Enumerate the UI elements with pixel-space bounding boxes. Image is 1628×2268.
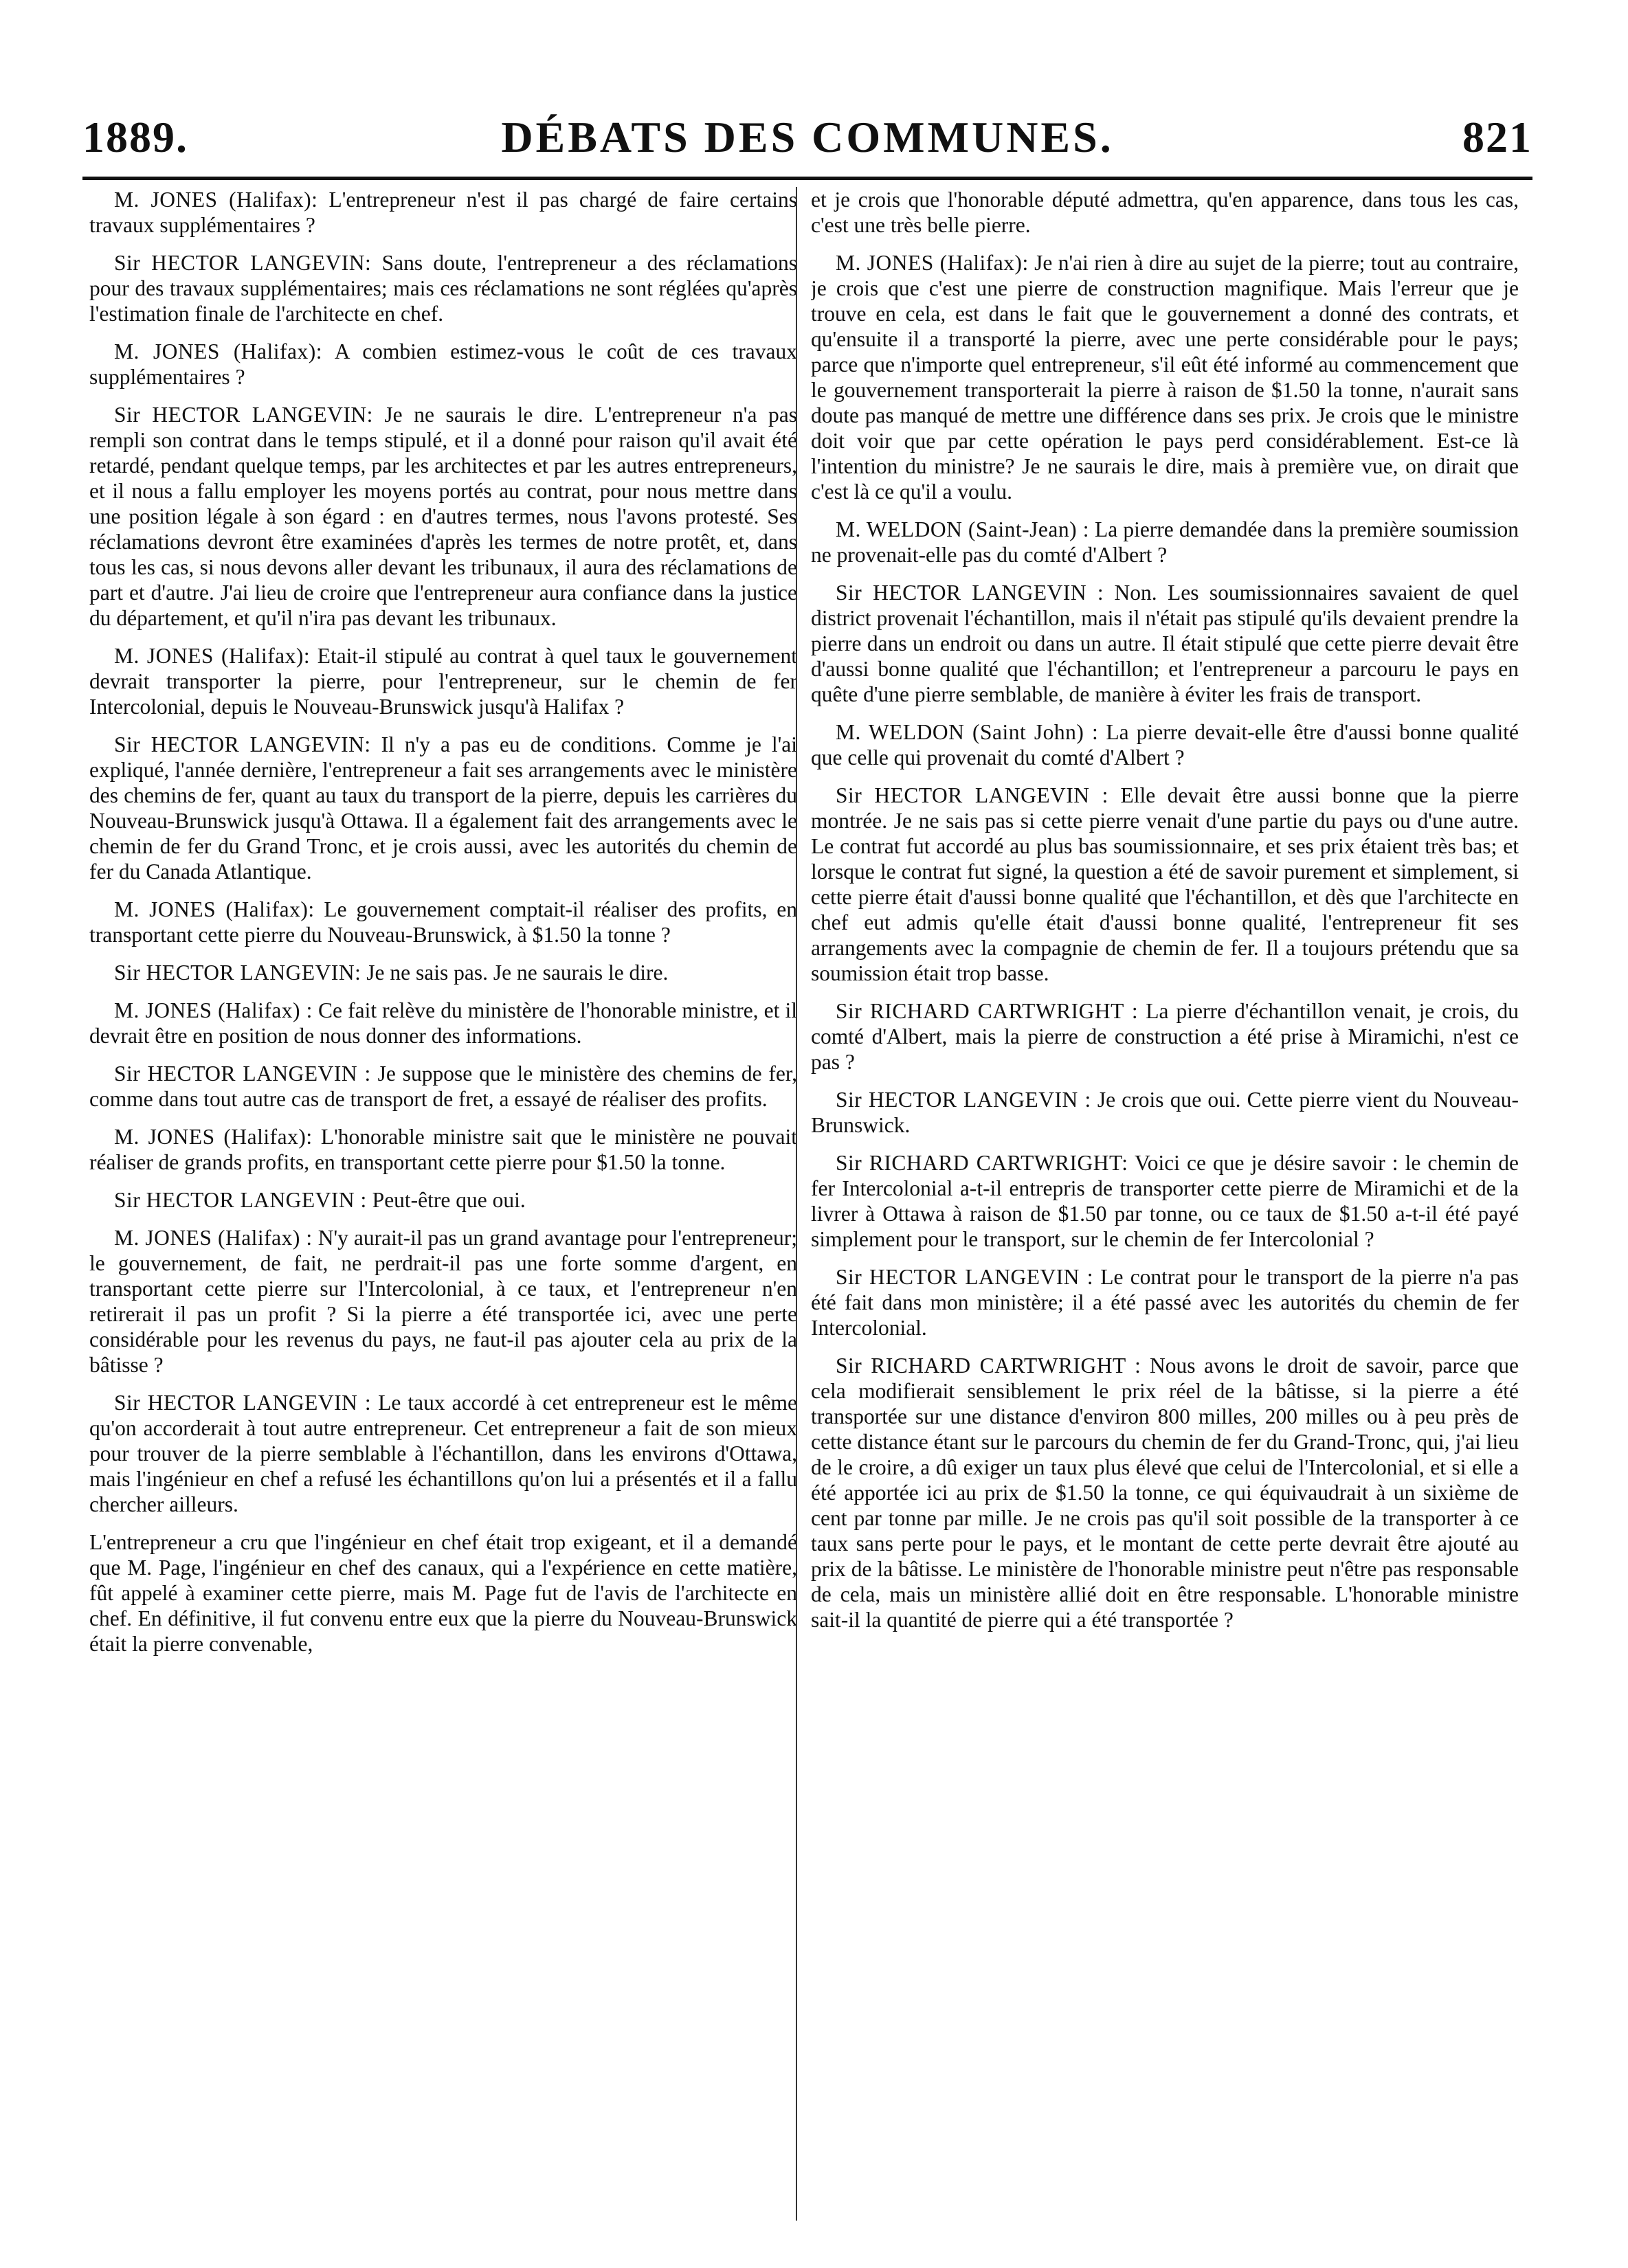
speech-text: Le gouvernement comptait-il réaliser des profits, en transportant cette pierre du Nouveau-Brunswick, à $1.50 la tonne ? [89,897,797,947]
speaker-name: M. JONES (Halifax): [114,188,318,212]
speech-text: Je ne sais pas. Je ne saurais le dire. [366,961,669,985]
debate-paragraph [89,1225,797,1378]
speech-text: L'honorable ministre sait que le ministère ne pouvait réaliser de grands profits, en transportant cette pierre pour $1.50 la tonne. [89,1125,797,1174]
debate-paragraph [89,402,797,631]
debate-paragraph [811,580,1519,707]
debate-paragraph [811,250,1519,504]
speaker-name: Sir HECTOR LANGEVIN: [114,961,361,985]
speech-text: Voici ce que je désire savoir : le chemin de fer Intercolonial a-t-il entrepris de transporter cette pierre de Miramichi et de la livrer à Ottawa à raison de $1.50 par tonne, ou ce taux de $1.50 a-t-il été payé simplement pour le transport, sur le chemin de fer Intercolonial ? [811,1151,1519,1251]
speech-text: L'entrepreneur a cru que l'ingénieur en chef était trop exigeant, et il a demandé que M. Page, l'ingénieur en chef des canaux, qui a l'expérience en cette matière, fût appelé à examiner cette pierre, mais M. Page fut de l'avis de l'architecte en chef. En définitive, il fut convenu entre eux que la pierre du Nouveau-Brunswick était la pierre convenable, [89,1530,797,1656]
debate-paragraph [89,187,797,238]
right-column [811,187,1519,2221]
speaker-name: Sir HECTOR LANGEVIN : [836,1088,1091,1112]
speech-text: Le taux accordé à cet entrepreneur est le même qu'on accorderait à tout autre entrepreneur. Cet entrepreneur a fait de son mieux pour trouver de la pierre semblable à l'échantillon, dans les environs d'Ottawa, mais l'ingénieur en chef a refusé les échantillons qu'on lui a présentés et il a fallu chercher ailleurs. [89,1391,797,1516]
speaker-name: M. JONES (Halifax): [114,1125,313,1149]
speaker-name: Sir HECTOR LANGEVIN : [836,581,1104,605]
column-divider [796,187,797,2221]
speaker-name: M. JONES (Halifax): [114,339,322,363]
debate-paragraph [811,1353,1519,1632]
speaker-name: Sir HECTOR LANGEVIN : [836,783,1108,807]
speaker-name: M. WELDON (Saint John) : [836,720,1099,744]
speaker-name: Sir RICHARD CARTWRIGHT: [836,1151,1128,1175]
header-rule [82,177,1532,180]
speech-text: Le contrat pour le transport de la pierre n'a pas été fait dans mon ministère; il a été passé avec les autorités du chemin de fer Intercolonial. [811,1265,1519,1340]
debate-paragraph [89,732,797,884]
speech-text: Je n'ai rien à dire au sujet de la pierre; tout au contraire, je crois que c'est une pierre de construction magnifique. Mais l'erreur que je trouve en cela, est dans le fait que le gouvernement a donné des contrats, et qu'ensuite il a transporté la pierre, avec une perte considérable pour le pays; parce que n'importe quel entrepreneur, s'il eût été informé au commencement que le gouvernement transporterait la pierre à raison de $1.50 la tonne, n'aurait sans doute pas manqué de mettre une différence dans ses prix. Je crois que le ministre doit voir que par cette opération le pays perd considérablement. Est-ce là l'intention du ministre? Je ne saurais le dire, mais à première vue, on dirait que c'est là ce qu'il a voulu. [811,251,1519,504]
debate-paragraph [89,998,797,1048]
debate-paragraph [89,1187,797,1213]
speech-text: Je crois que oui. Cette pierre vient du Nouveau-Brunswick. [811,1088,1519,1137]
speaker-name: Sir RICHARD CARTWRIGHT : [836,999,1139,1023]
debate-paragraph [811,1264,1519,1340]
speech-text: Il n'y a pas eu de conditions. Comme je l'ai expliqué, l'année dernière, l'entrepreneur a fait ses arrangements avec le ministère des chemins de fer, quant au taux du transport de la pierre, depuis les carrières du Nouveau-Brunswick jusqu'à Ottawa. Il a également fait des arrangements avec le chemin de fer du Grand Tronc, et je crois aussi, avec les autorités du chemin de fer du Canada Atlantique. [89,732,797,884]
speaker-name: M. JONES (Halifax): [114,644,311,668]
speaker-name: Sir HECTOR LANGEVIN: [114,403,373,427]
debate-paragraph [89,250,797,326]
speaker-name: M. JONES (Halifax) : [114,998,313,1022]
speaker-name: Sir HECTOR LANGEVIN: [114,251,372,275]
speech-text: et je crois que l'honorable député admettra, qu'en apparence, dans tous les cas, c'est une très belle pierre. [811,188,1519,237]
speech-text: La pierre d'échantillon venait, je crois, du comté d'Albert, mais la pierre de construction a été prise à Miramichi, n'est ce pas ? [811,999,1519,1074]
speech-text: Etait-il stipulé au contrat à quel taux le gouvernement devrait transporter la pierre, pour l'entrepreneur, sur le chemin de fer Intercolonial, depuis le Nouveau-Brunswick jusqu'à Halifax ? [89,644,797,719]
debate-paragraph [811,998,1519,1075]
speech-text: L'entrepreneur n'est il pas chargé de faire certains travaux supplémentaires ? [89,188,797,237]
debate-paragraph [811,783,1519,986]
speech-text: Je suppose que le ministère des chemins de fer, comme dans tout autre cas de transport de fret, a essayé de réaliser des profits. [89,1062,797,1111]
speaker-name: M. JONES (Halifax): [836,251,1029,275]
speaker-name: Sir HECTOR LANGEVIN: [114,732,371,756]
debate-paragraph [811,719,1519,770]
page-header [82,103,1532,172]
debate-paragraph [89,1390,797,1517]
debate-paragraph [89,1061,797,1112]
debate-paragraph [89,1529,797,1657]
debate-paragraph [89,960,797,985]
page-number: 821 [1462,113,1532,161]
speaker-name: Sir HECTOR LANGEVIN : [114,1188,367,1212]
year: 1889. [82,113,188,161]
speech-text: Je ne saurais le dire. L'entrepreneur n'a pas rempli son contrat dans le temps stipulé, et il a donné pour raison qu'il avait été retardé, pendant quelque temps, par les architectes et par les autres entrepreneurs, et il nous a fallu employer les moyens portés au contrat, pour nous mettre dans une position légale à son égard : en d'autres termes, nous l'avons protesté. Ses réclamations devront être examinées d'après les termes de notre protêt, et, dans tous les cas, si nous devons aller devant les tribunaux, il aura des réclamations de part et d'autre. J'ai lieu de croire que l'entrepreneur aura confiance dans la justice du département, et qu'il n'ira pas devant les tribunaux. [89,403,797,630]
speech-text: Sans doute, l'entrepreneur a des réclamations pour des travaux supplémentaires; mais ces réclamations ne sont réglées qu'après l'estimation finale de l'architecte en chef. [89,251,797,326]
speech-text: La pierre demandée dans la première soumission ne provenait-elle pas du comté d'Albert ? [811,517,1519,567]
speech-text: La pierre devait-elle être d'aussi bonne qualité que celle qui provenait du comté d'Albert ? [811,720,1519,770]
journal-title: DÉBATS DES COMMUNES. [501,113,1114,161]
speaker-name: M. JONES (Halifax): [114,897,315,921]
speaker-name: Sir HECTOR LANGEVIN : [114,1391,372,1415]
debate-paragraph [811,187,1519,238]
speaker-name: Sir HECTOR LANGEVIN : [114,1062,371,1086]
speech-text: Elle devait être aussi bonne que la pierre montrée. Je ne sais pas si cette pierre venait d'une partie du pays ou d'une autre. Le contrat fut accordé au plus bas soumissionnaire, et ses prix étaient très bas; et lorsque le contrat fut signé, la question a été de savoir purement et simplement, si cette pierre était d'aussi bonne qualité que l'échantillon, et dès que l'architecte en chef eut admis qu'elle était d'aussi bonne qualité, l'entrepreneur fit ses arrangements avec la compagnie de chemin de fer. Il a toujours prétendu que sa soumission était trop basse. [811,783,1519,985]
speech-text: Non. Les soumissionnaires savaient de quel district provenait l'échantillon, mais il n'était pas stipulé qu'ils devaient prendre la pierre dans un endroit ou dans un autre. Il était stipulé que cette pierre devait être d'aussi bonne qualité que l'échantillon; et l'entrepreneur a parcouru le pays en quête d'une pierre semblable, de manière à éviter les frais de transport. [811,581,1519,706]
debate-paragraph [89,339,797,390]
left-column [89,187,797,2221]
speaker-name: Sir RICHARD CARTWRIGHT : [836,1354,1141,1378]
speech-text: Peut-être que oui. [372,1188,526,1212]
debate-paragraph [89,1124,797,1175]
speech-text: A combien estimez-vous le coût de ces travaux supplémentaires ? [89,339,797,389]
speaker-name: Sir HECTOR LANGEVIN : [836,1265,1093,1289]
debate-paragraph [811,517,1519,568]
debate-paragraph [811,1087,1519,1138]
speech-text: Nous avons le droit de savoir, parce que cela modifierait sensiblement le prix réel de la bâtisse, si la pierre a été transportée sur une distance d'environ 800 milles, 200 milles ou à peu près de cette distance étant sur le parcours du chemin de fer du Grand-Tronc, qui, j'ai lieu de le croire, a dû exiger un taux plus élevé que celui de l'Intercolonial, et si elle a été apportée ici au prix de $1.50 la tonne, ce qui équivaudrait à un sixième de cent par tonne par mille. Je ne crois pas qu'il soit possible de la transporter à ce taux sans perte pour le pays, et le montant de cette perte devrait être ajouté au prix de la bâtisse. Le ministère de l'honorable ministre peut n'être pas responsable de cela, mais un ministère allié doit en être responsable. L'honorable ministre sait-il la quantité de pierre qui a été transportée ? [811,1354,1519,1632]
speech-text: Ce fait relève du ministère de l'honorable ministre, et il devrait être en position de nous donner des informations. [89,998,797,1048]
debate-paragraph [811,1150,1519,1252]
speaker-name: M. WELDON (Saint-Jean) : [836,517,1089,541]
debate-paragraph [89,897,797,947]
debate-paragraph [89,643,797,719]
speaker-name: M. JONES (Halifax) : [114,1226,313,1250]
speech-text: N'y aurait-il pas un grand avantage pour l'entrepreneur; le gouvernement, de fait, ne perdrait-il pas une forte somme d'argent, en transportant cette pierre sur l'Intercolonial, à ce taux, et l'entrepreneur n'en retirerait il pas un profit ? Si la pierre a été transportée ici, avec une perte considérable pour les revenus du pays, ne faut-il pas ajouter cela au prix de la bâtisse ? [89,1226,797,1377]
